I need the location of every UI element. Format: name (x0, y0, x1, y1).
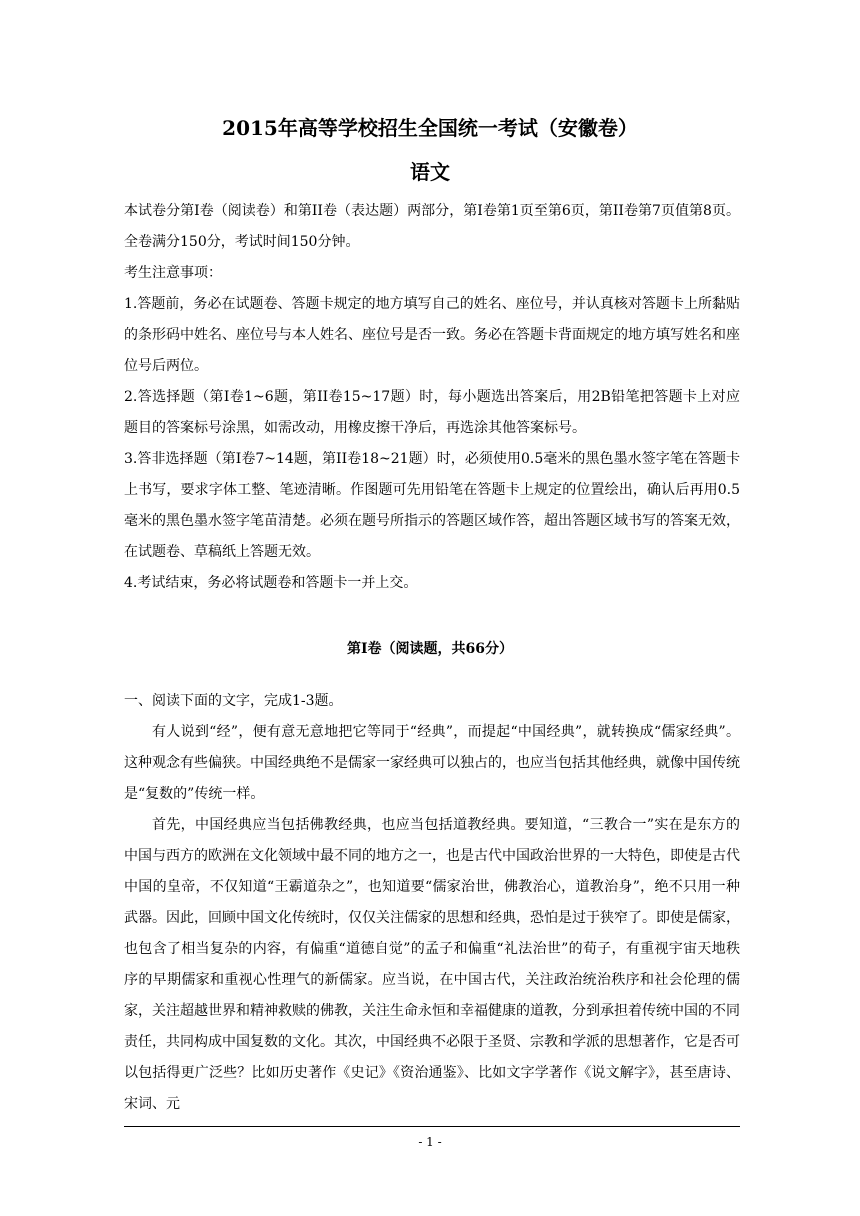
question-instruction: 一、阅读下面的文字，完成1-3题。 (124, 693, 343, 709)
subject-title: 语文 (410, 160, 450, 184)
reading-passage (124, 686, 740, 1120)
page-number: - 1 - (418, 1135, 442, 1149)
notice-item-1: 1.答题前，务必在试题卷、答题卡规定的地方填写自己的姓名、座位号，并认真核对答题卡上所黏贴的条形码中姓名、座位号与本人姓名、座位号是否一致。务必在答题卡背面规定的地方填写姓名和座位号后两位。 (124, 296, 740, 374)
passage-paragraph-2: 首先，中国经典应当包括佛教经典，也应当包括道教经典。要知道，“三教合一”实在是东方的中国与西方的欧洲在文化领域中最不同的地方之一，也是古代中国政治世界的一大特色，即使是古代中国的皇帝，不仅知道“王霸道杂之”，也知道要“儒家治世，佛教治心，道教治身”，绝不只用一种武器。因此，回顾中国文化传统时，仅仅关注儒家的思想和经典，恐怕是过于狭窄了。即使是儒家，也包含了相当复杂的内容，有偏重“道德自觉”的孟子和偏重“礼法治世”的荀子，有重视宇宙天地秩序的早期儒家和重视心性理气的新儒家。应当说，在中国古代，关注政治统治秩序和社会伦理的儒家，关注超越世界和精神救赎的佛教，关注生命永恒和幸福健康的道教，分到承担着传统中国的不同责任，共同构成中国复数的文化。其次，中国经典不必限于圣贤、宗教和学派的思想著作，它是否可以包括得更广泛些？比如历史著作《史记》《资治通鉴》、比如文字学著作《说文解字》，甚至唐诗、宋词、元 (124, 817, 740, 1112)
exam-instructions (124, 196, 740, 599)
notice-item-2: 2.答选择题（第I卷1~6题，第II卷15~17题）时，每小题选出答案后，用2B铅笔把答题卡上对应题目的答案标号涂黑，如需改动，用橡皮擦干净后，再选涂其他答案标号。 (124, 389, 740, 436)
notice-heading: 考生注意事项： (124, 265, 222, 281)
passage-paragraph-1: 有人说到“经”，便有意无意地把它等同于“经典”，而提起“中国经典”，就转换成“儒家经典”。这种观念有些偏狭。中国经典绝不是儒家一家经典可以独占的，也应当包括其他经典，就像中国传统是“复数的”传统一样。 (124, 724, 740, 802)
section-heading: 第I卷（阅读题，共66分） (346, 641, 514, 657)
notice-item-3: 3.答非选择题（第I卷7~14题，第II卷18~21题）时，必须使用0.5毫米的黑色墨水签字笔在答题卡上书写，要求字体工整、笔迹清晰。作图题可先用铅笔在答题卡上规定的位置绘出，确认后再用0.5毫米的黑色墨水签字笔苗清楚。必须在题号所指示的答题区域作答，超出答题区域书写的答案无效，在试题卷、草稿纸上答题无效。 (124, 451, 740, 560)
exam-title: 2015年高等学校招生全国统一考试（安徽卷） (222, 116, 638, 140)
paper-structure-note: 本试卷分第I卷（阅读卷）和第II卷（表达题）两部分，第I卷第1页至第6页，第II卷第7页值第8页。全卷满分150分，考试时间150分钟。 (124, 203, 740, 250)
footer-divider (124, 1126, 740, 1127)
notice-item-4: 4.考试结束，务必将试题卷和答题卡一并上交。 (124, 575, 418, 591)
